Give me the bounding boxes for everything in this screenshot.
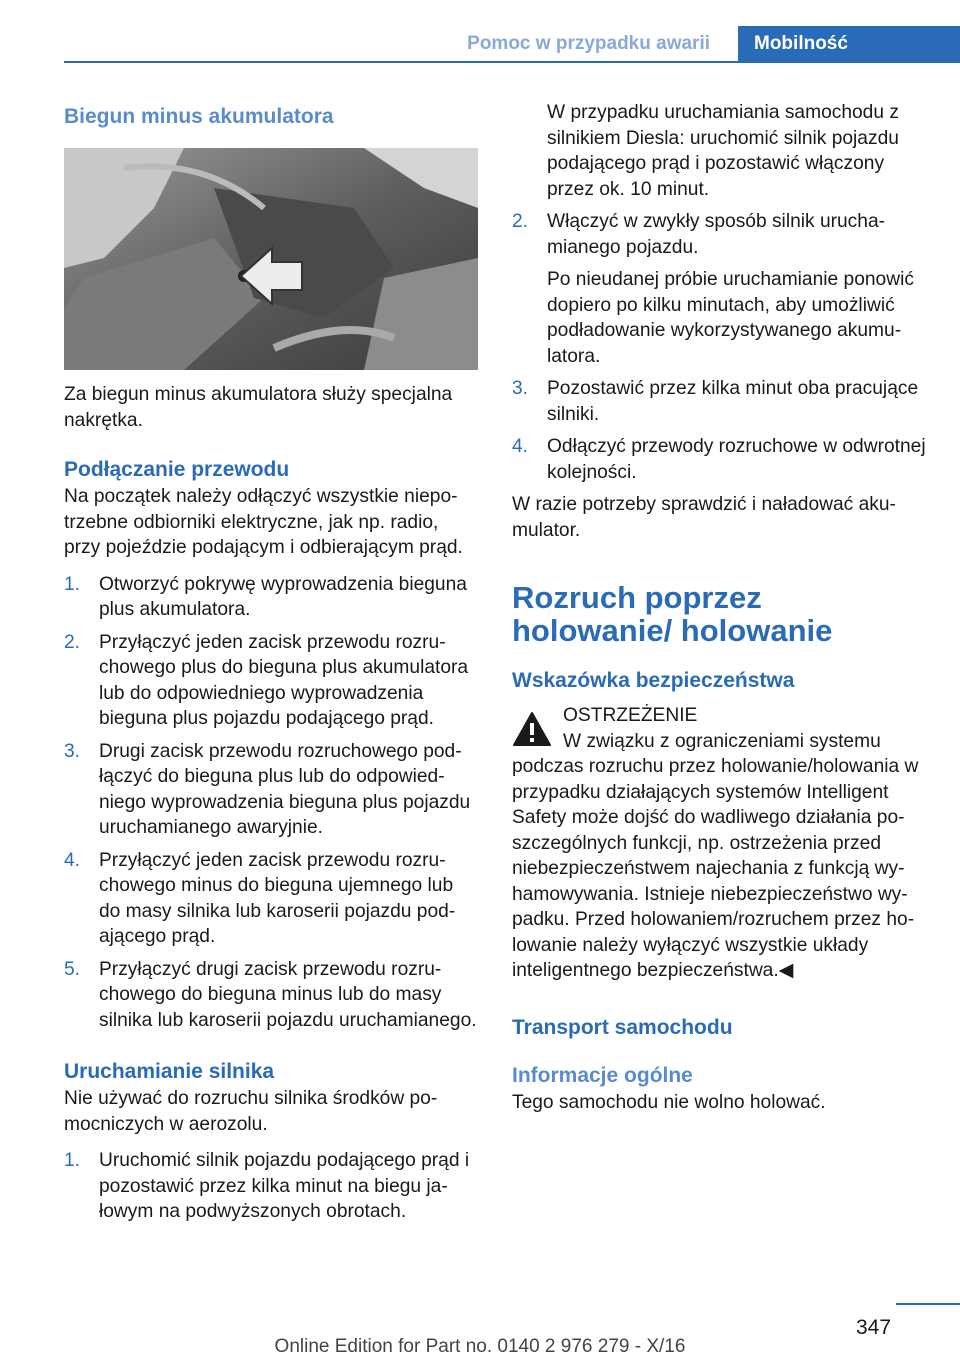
start-engine-heading: Uruchamianie silnika — [64, 1060, 275, 1083]
general-info-text: Tego samochodu nie wolno holować. — [512, 1091, 826, 1113]
safety-note-heading: Wskazówka bezpieczeństwa — [512, 669, 795, 692]
step-number: 1. — [64, 573, 81, 595]
step-text: Przyłączyć jeden zacisk przewodu rozruchowego plus do bieguna plus akumulatora lub do odpowiedniego wyprowadzenia bieguna plus pojazdu podającego prąd. — [99, 631, 469, 729]
header-rule — [64, 61, 960, 63]
start-steps-continued — [512, 209, 926, 485]
header-chapter-tab[interactable]: Mobilność — [738, 26, 960, 61]
towing-heading: Rozruch poprzez holowanie/ holowanie — [512, 580, 833, 648]
warning-title: OSTRZEŻENIE — [563, 705, 698, 726]
step-text: Pozostawić przez kilka minut oba pracujące silniki. — [547, 378, 919, 425]
step-text: Uruchomić silnik pojazdu podającego prąd i pozostawić przez kilka minut na biegu jałowym na podwyższonych obrotach. — [99, 1150, 470, 1222]
list-item — [512, 209, 926, 369]
step-text: Włączyć w zwykły sposób silnik uruchamianego pojazdu. — [547, 211, 886, 258]
list-item — [512, 434, 926, 485]
transport-heading: Transport samochodu — [512, 1015, 733, 1039]
step-text: Otworzyć pokrywę wyprowadzenia bieguna plus akumulatora. — [99, 573, 467, 620]
edition-footer: Online Edition for Part no. 0140 2 976 279 - X/16 — [274, 1336, 686, 1357]
page-number: 347 — [856, 1316, 892, 1339]
step-number: 2. — [512, 211, 529, 232]
list-item — [64, 630, 478, 732]
warning-box — [512, 703, 926, 984]
general-info-heading: Informacje ogólne — [512, 1063, 693, 1087]
step-number: 4. — [512, 436, 529, 457]
list-item — [64, 848, 478, 950]
battery-check-text: W razie potrzeby sprawdzić i naładować akumulator. — [512, 494, 896, 541]
connect-steps-list — [64, 572, 478, 1034]
step-text: Przyłączyć jeden zacisk przewodu rozruchowego minus do bieguna ujemnego lub do masy silnika lub karoserii pojazdu podającego prąd. — [99, 849, 456, 947]
list-item — [64, 1148, 478, 1225]
footer-rule — [896, 1303, 960, 1305]
step-text: Przyłączyć drugi zacisk przewodu rozruchowego do bieguna minus lub do masy silnika lub karoserii pojazdu uruchamianego. — [99, 958, 477, 1031]
start-steps-list — [64, 1148, 478, 1225]
battery-minus-heading: Biegun minus akumulatora — [64, 105, 334, 128]
step-text: Odłączyć przewody rozruchowe w odwrotnej kolejności. — [547, 436, 926, 483]
step-extra-text: Po nieudanej próbie uruchamianie ponowić dopiero po kilku minutach, aby umożliwić podładowanie wykorzystywanego akumulatora. — [547, 269, 914, 367]
list-item — [64, 572, 478, 623]
engine-bay-photo — [64, 148, 478, 370]
step-text: Drugi zacisk przewodu rozruchowego podłączyć do bieguna plus lub do odpowiedniego wyprowadzenia bieguna plus pojazdu uruchamianego awaryjnie. — [99, 740, 471, 838]
list-item — [512, 376, 926, 427]
left-column — [64, 100, 478, 1225]
list-item — [64, 957, 478, 1034]
diesel-note: W przypadku uruchamiania samochodu z silnikiem Diesla: uruchomić silnik pojazdu podającego prąd i pozostawić włączony przez ok. 10 minut. — [547, 102, 899, 200]
warning-triangle-icon — [512, 711, 552, 747]
step-number: 5. — [64, 958, 81, 980]
step-number: 1. — [64, 1150, 81, 1171]
battery-minus-text: Za biegun minus akumulatora służy specjalna nakrętka. — [64, 384, 453, 431]
right-column — [512, 100, 926, 1115]
connect-cable-heading: Podłączanie przewodu — [64, 458, 290, 481]
header-section-title: Pomoc w przypadku awarii — [467, 33, 710, 54]
step-number: 3. — [512, 378, 529, 399]
step-number: 4. — [64, 849, 81, 871]
warning-text: W związku z ograniczeniami systemu podczas rozruchu przez holowanie/holowania w przypadku działających systemów Intelligent Safety może dojść do wadliwego działania poszczególnych funkcji, np. ostrzeżenia przed niebezpieczeństwem najechania z funkcją wyhamowywania. Istnieje niebezpieczeństwo wypadku. Przed holowaniem/rozruchem przez holowanie należy wyłączyć wszystkie układy inteligentnego bezpieczeństwa.◀ — [512, 730, 919, 981]
step-number: 3. — [64, 740, 81, 762]
step-number: 2. — [64, 631, 81, 653]
connect-intro: Na początek należy odłączyć wszystkie niepotrzebne odbiorniki elektryczne, jak np. radio, przy pojeździe podającym i odbierającym prąd. — [64, 486, 463, 558]
list-item — [64, 739, 478, 841]
start-engine-intro: Nie używać do rozruchu silnika środków pomocniczych w aerozolu. — [64, 1088, 438, 1135]
